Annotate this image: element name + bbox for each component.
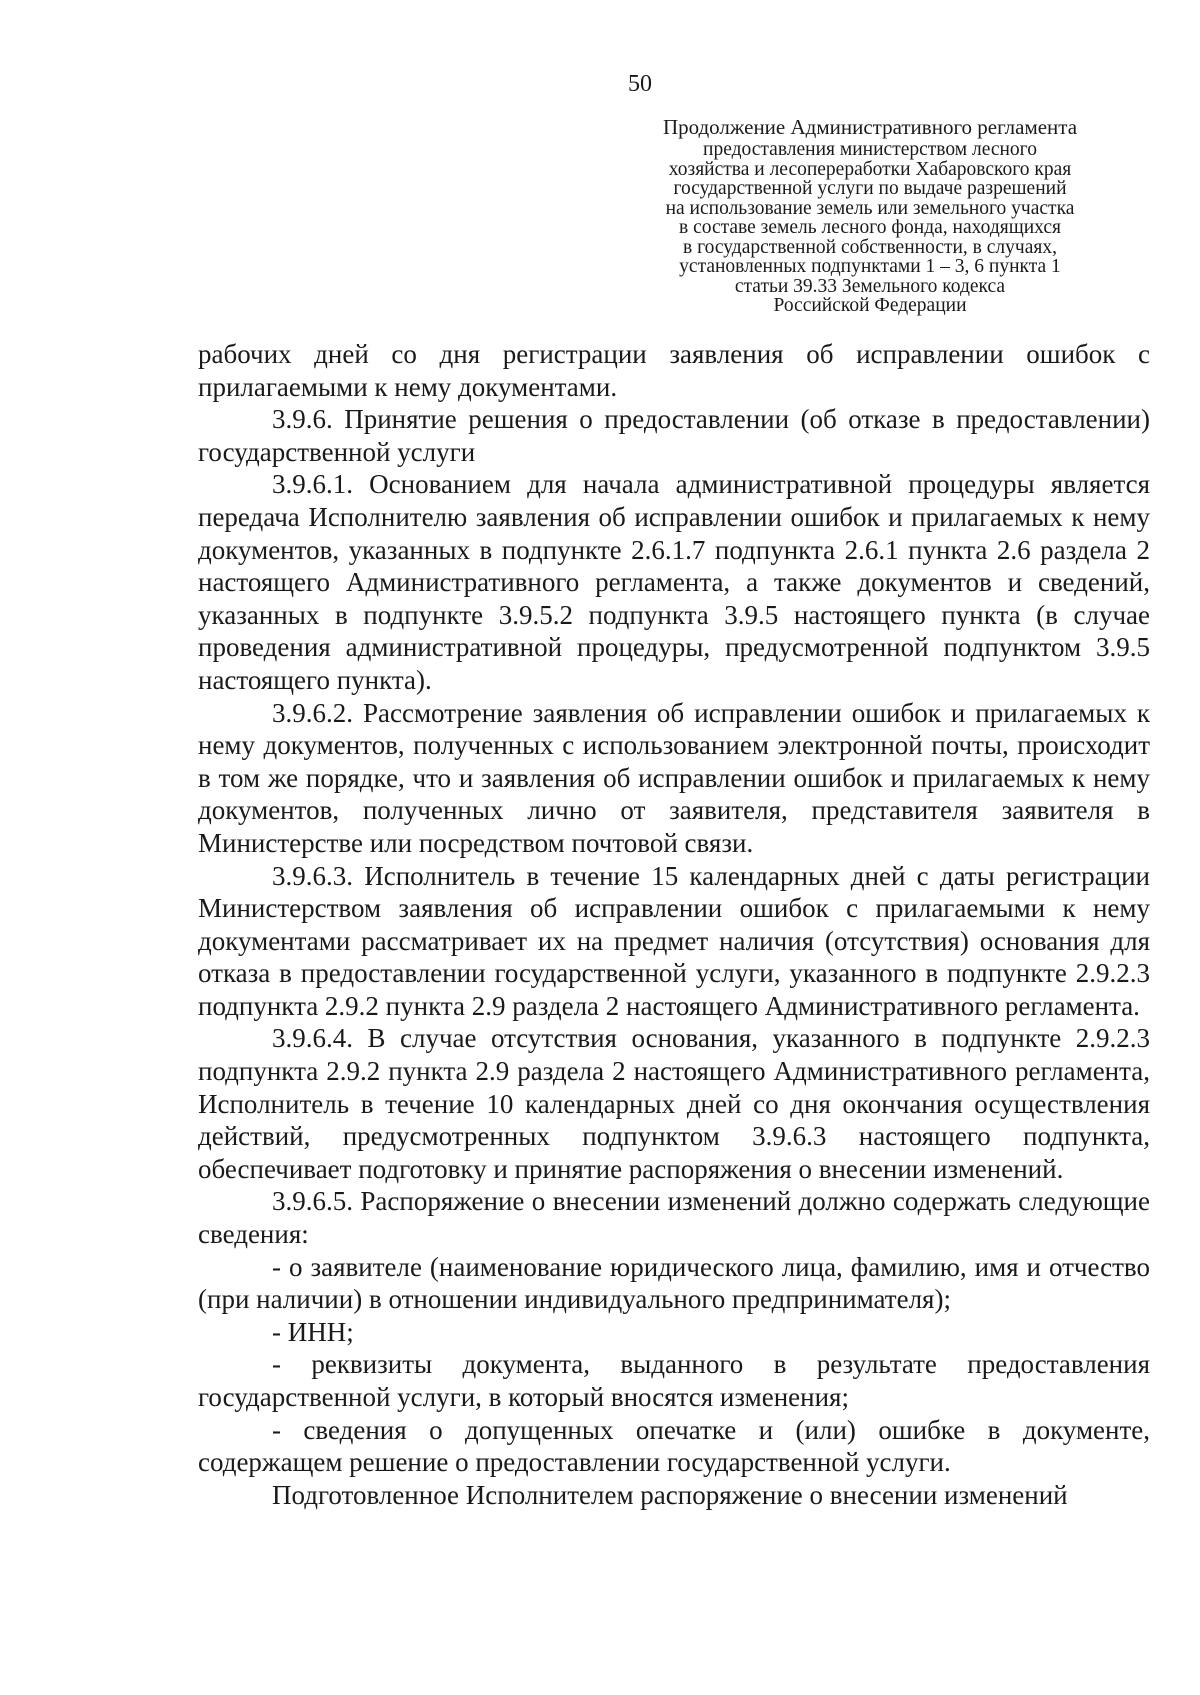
header-line: предоставления министерством лесного bbox=[703, 139, 1037, 160]
document-header bbox=[620, 114, 1120, 316]
paragraph: Подготовленное Исполнителем распоряжение о внесении изменений bbox=[272, 1479, 1068, 1510]
paragraph: 3.9.6.1. Основанием для начала административной процедуры является передача Исполнителю заявления об исправлении ошибок и прилагаемых к нему документов, указанных в подпункте 2.6.1.7 подпункта 2.6.1 пункта 2.6 раздела 2 настоящего Административного регламента, а также документов и сведений, указанных в подпункте 3.9.5.2 подпункта 3.9.5 настоящего пункта (в случае проведения административной процедуры, предусмотренной подпунктом 3.9.5 настоящего пункта). bbox=[198, 469, 1150, 695]
header-line: в государственной собственности, в случаях, bbox=[683, 236, 1057, 258]
list-item: - сведения о допущенных опечатке и (или) ошибке в документе, содержащем решение о предоставлении государственной услуги. bbox=[198, 1414, 1150, 1478]
paragraph: 3.9.6.2. Рассмотрение заявления об исправлении ошибок и прилагаемых к нему документов, полученных с использованием электронной почты, происходит в том же порядке, что и заявления об исправлении ошибок и прилагаемых к нему документов, полученных лично от заявителя, представителя заявителя в Министерстве или посредством почтовой связи. bbox=[198, 697, 1150, 858]
header-line: Продолжение Административного регламента bbox=[662, 115, 1078, 139]
header-line: государственной услуги по выдаче разрешений bbox=[673, 178, 1067, 199]
header-line: в составе земель лесного фонда, находящихся bbox=[679, 217, 1061, 238]
header-line: установленных подпунктами 1 – 3, 6 пункта 1 bbox=[679, 256, 1061, 277]
header-line: статьи 39.33 Земельного кодекса bbox=[734, 275, 1006, 297]
section-heading: 3.9.6. Принятие решения о предоставлении (об отказе в предоставлении) государственной услуги bbox=[198, 404, 1150, 467]
list-item: - о заявителе (наименование юридического лица, фамилию, имя и отчество (при наличии) в отношении индивидуального предпринимателя); bbox=[198, 1251, 1150, 1315]
page-number: 50 bbox=[628, 71, 652, 97]
paragraph: 3.9.6.5. Распоряжение о внесении изменений должно содержать следующие сведения: bbox=[198, 1186, 1150, 1250]
list-item: - реквизиты документа, выданного в результате предоставления государственной услуги, в который вносятся изменения; bbox=[198, 1349, 1150, 1412]
header-line: Российской Федерации bbox=[773, 295, 967, 316]
list-item: - ИНН; bbox=[272, 1316, 354, 1347]
header-line: хозяйства и лесопереработки Хабаровского края bbox=[668, 158, 1072, 180]
paragraph: 3.9.6.4. В случае отсутствия основания, указанного в подпункте 2.9.2.3 подпункта 2.9.2 пункта 2.9 раздела 2 настоящего Административного регламента, Исполнитель в течение 10 календарных дней со дня окончания осуществления действий, предусмотренных подпунктом 3.9.6.3 настоящего подпункта, обеспечивает подготовку и принятие распоряжения о внесении изменений. bbox=[198, 1023, 1150, 1184]
paragraph: рабочих дней со дня регистрации заявления об исправлении ошибок с прилагаемыми к нему документами. bbox=[198, 339, 1150, 402]
document-body bbox=[198, 338, 1150, 1511]
paragraph: 3.9.6.3. Исполнитель в течение 15 календарных дней с даты регистрации Министерством заявления об исправлении ошибок с прилагаемыми к нему документами рассматривает их на предмет наличия (отсутствия) основания для отказа в предоставлении государственной услуги, указанного в подпункте 2.9.2.3 подпункта 2.9.2 пункта 2.9 раздела 2 настоящего Административного регламента. bbox=[198, 860, 1150, 1021]
header-line: на использование земель или земельного участка bbox=[665, 197, 1075, 219]
